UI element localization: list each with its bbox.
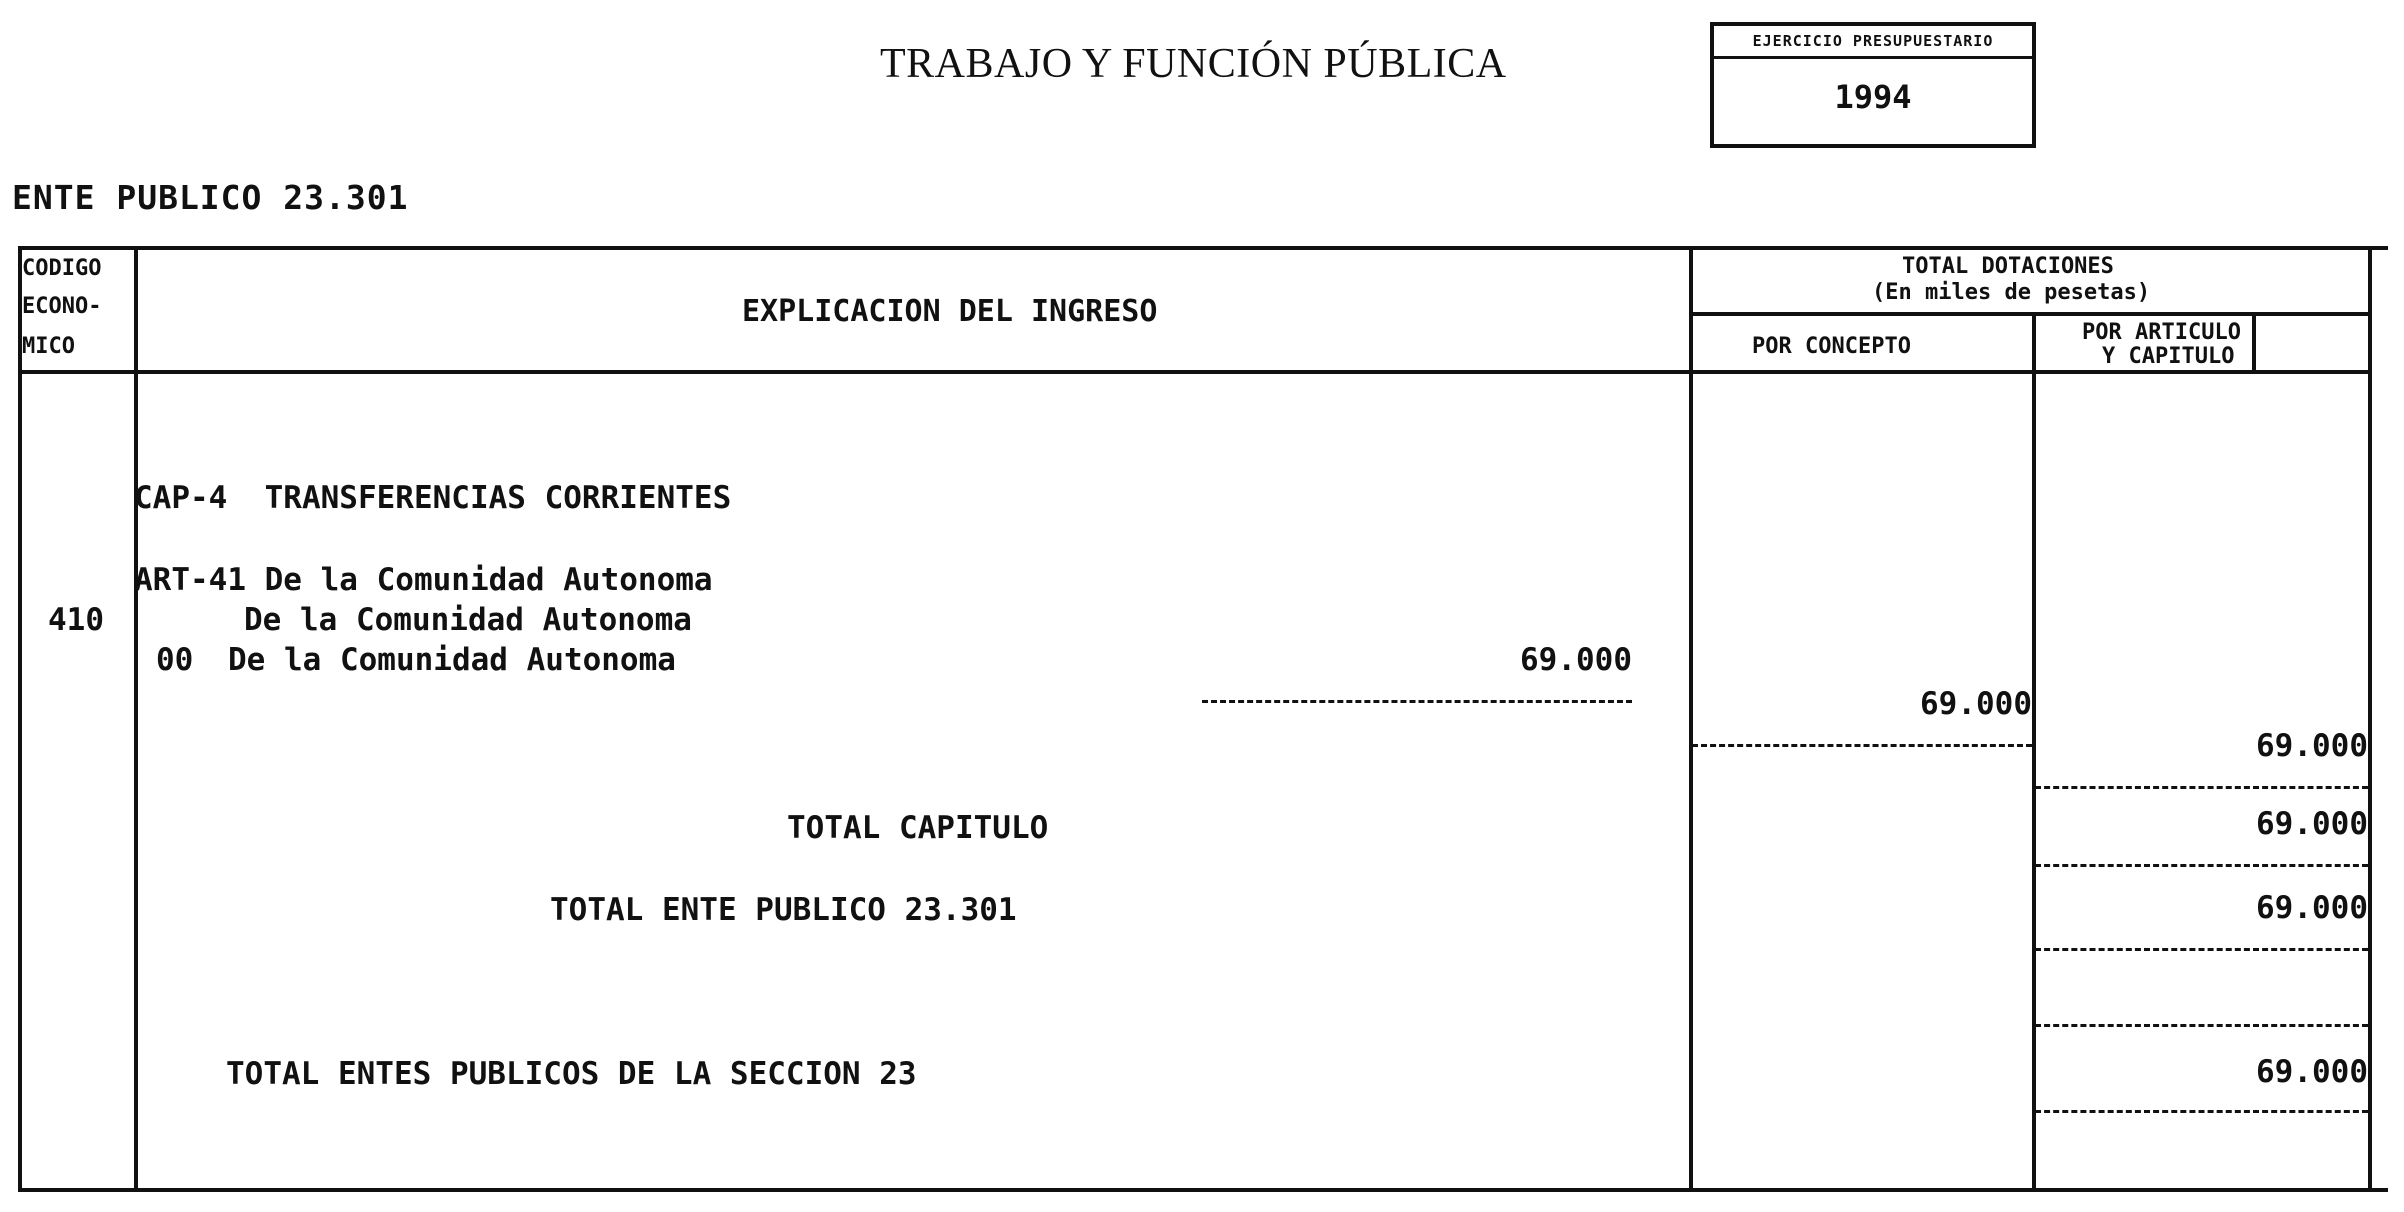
column-divider — [134, 250, 138, 1192]
concept-code: 410 — [48, 602, 104, 638]
total-capitulo-amount: 69.000 — [2256, 806, 2368, 842]
col-code-line-3: MICO — [22, 334, 75, 359]
header-divider — [22, 370, 2372, 374]
budget-table — [18, 246, 2388, 1192]
subconcept-label: De la Comunidad Autonoma — [228, 642, 676, 678]
total-ente-label: TOTAL ENTE PUBLICO 23.301 — [550, 892, 1017, 928]
total-capitulo-label: TOTAL CAPITULO — [787, 810, 1049, 846]
subtotal-rule — [1202, 700, 1632, 703]
seccion-top-rule — [2035, 1024, 2368, 1027]
col-explicacion: EXPLICACION DEL INGRESO — [742, 294, 1158, 329]
ejercicio-year: 1994 — [1834, 78, 1912, 116]
page-title: TRABAJO Y FUNCIÓN PÚBLICA — [880, 41, 1507, 87]
header-divider — [1689, 312, 2372, 316]
total-ente-amount: 69.000 — [2256, 890, 2368, 926]
column-divider — [2252, 316, 2256, 370]
col-code-line-2: ECONO- — [22, 294, 102, 319]
col-y-capitulo: Y CAPITULO — [2102, 344, 2235, 369]
articulo-rule — [2035, 786, 2368, 789]
total-seccion-amount: 69.000 — [2256, 1054, 2368, 1090]
concept-rule — [1692, 744, 2032, 747]
ente-heading: ENTE PUBLICO 23.301 — [12, 178, 409, 217]
column-divider — [2032, 316, 2036, 1192]
articulo-amount: 69.000 — [2256, 728, 2368, 764]
col-code-line-1: CODIGO — [22, 256, 102, 281]
ejercicio-box — [1710, 22, 2036, 148]
subconcept-amount: 69.000 — [1520, 642, 1632, 678]
total-seccion-rule — [2035, 1110, 2368, 1113]
cap-row-label: CAP-4 TRANSFERENCIAS CORRIENTES — [134, 480, 732, 516]
col-por-articulo: POR ARTICULO — [2082, 320, 2241, 345]
col-por-concepto: POR CONCEPTO — [1752, 334, 1911, 359]
col-total-title: TOTAL DOTACIONES — [1902, 254, 2114, 279]
total-capitulo-rule — [2035, 864, 2368, 867]
art-row-label: ART-41 De la Comunidad Autonoma — [134, 562, 713, 598]
total-ente-rule — [2035, 948, 2368, 951]
column-divider — [1689, 250, 1693, 1192]
subconcept-code: 00 — [156, 642, 194, 678]
col-total-subtitle: (En miles de pesetas) — [1872, 280, 2151, 305]
column-divider — [2368, 250, 2372, 1192]
total-seccion-label: TOTAL ENTES PUBLICOS DE LA SECCION 23 — [226, 1056, 917, 1092]
concept-amount: 69.000 — [1920, 686, 2032, 722]
ejercicio-label: EJERCICIO PRESUPUESTARIO — [1714, 26, 2032, 59]
concept-label: De la Comunidad Autonoma — [244, 602, 692, 638]
